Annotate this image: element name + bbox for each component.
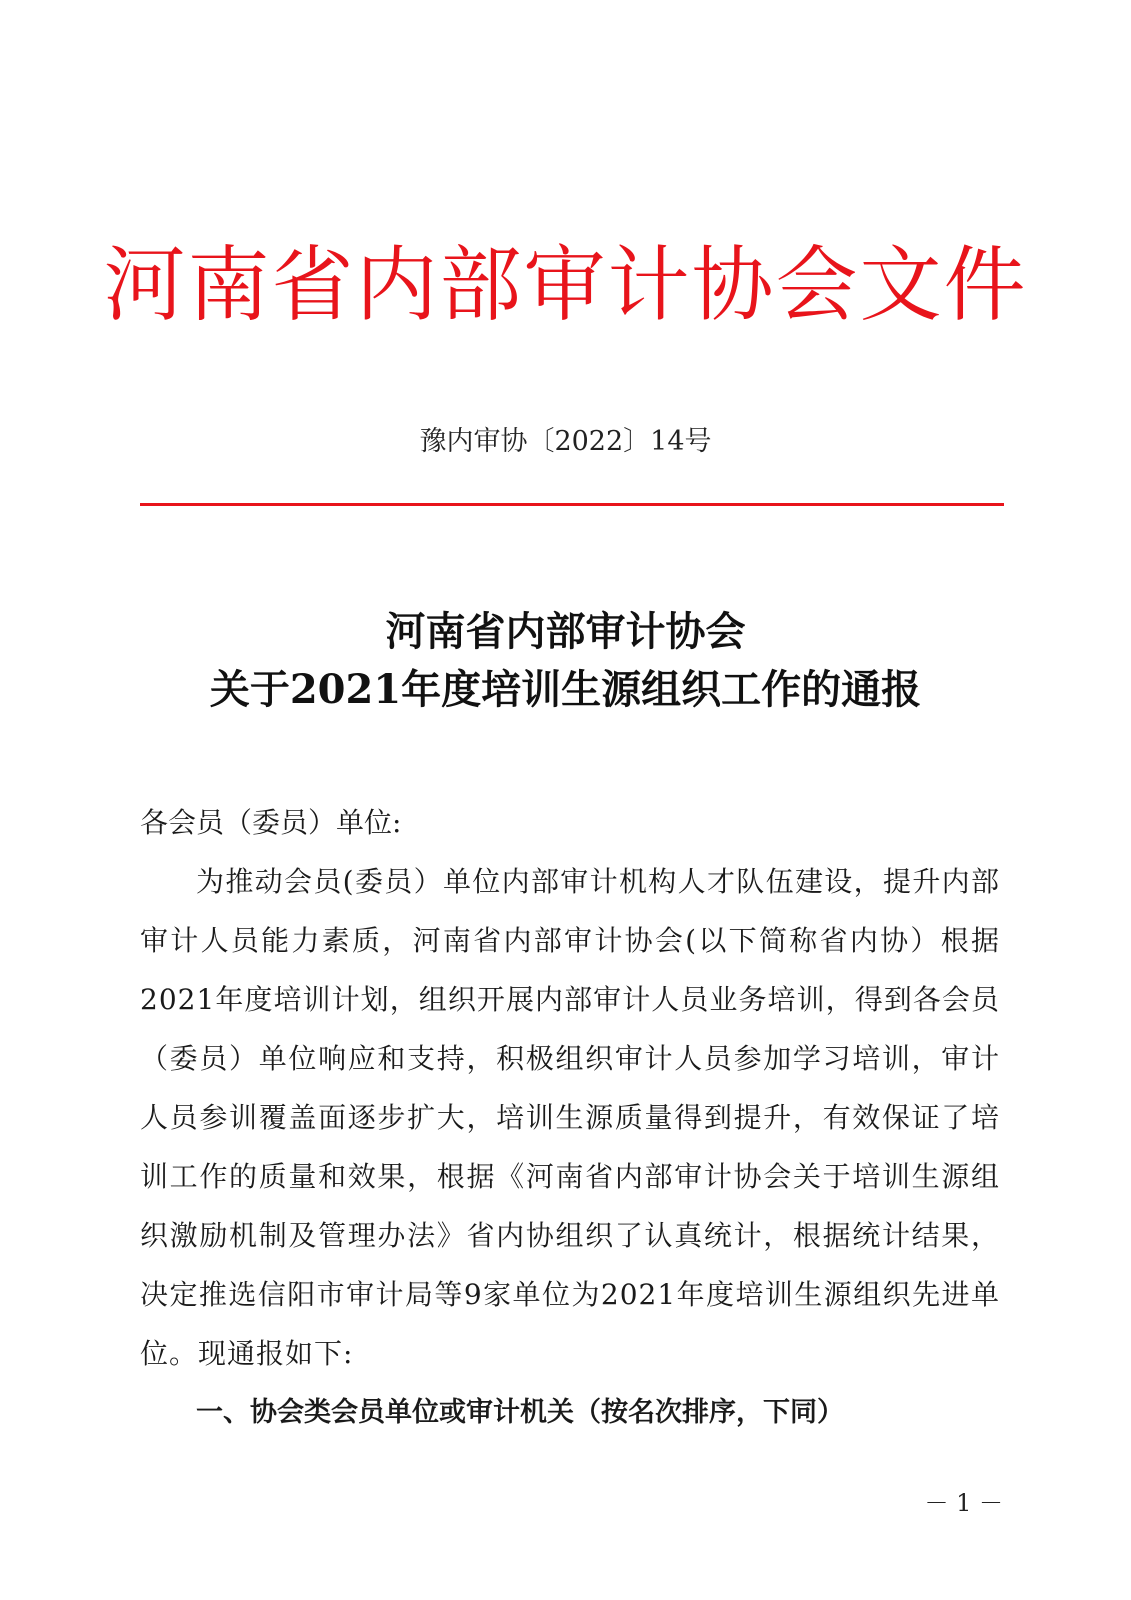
document-title xyxy=(0,603,1131,719)
document-number: 豫内审协〔2022〕14号 xyxy=(419,426,712,457)
document-body xyxy=(140,793,1000,1442)
title-line-1: 河南省内部审计协会 xyxy=(385,608,746,655)
body-paragraph: 为推动会员(委员）单位内部审计机构人才队伍建设，提升内部审计人员能力素质，河南省内部审计协会(以下简称省内协）根据2021年度培训计划，组织开展内部审计人员业务培训，得到各会员（委员）单位响应和支持，积极组织审计人员参加学习培训，审计人员参训覆盖面逐步扩大，培训生源质量得到提升，有效保证了培训工作的质量和效果，根据《河南省内部审计协会关于培训生源组织激励机制及管理办法》省内协组织了认真统计，根据统计结果，决定推选信阳市审计局等9家单位为2021年度培训生源组织先进单位。现通报如下: xyxy=(140,865,1000,1370)
section-heading: 一、协会类会员单位或审计机关（按名次排序，下同） xyxy=(196,1397,844,1428)
page-number: － 1 － xyxy=(924,1489,1003,1517)
masthead: 河南省内部审计协会文件 xyxy=(103,238,1028,333)
title-line-2: 关于2021年度培训生源组织工作的通报 xyxy=(209,666,922,713)
salutation: 各会员（委员）单位: xyxy=(140,806,402,839)
red-divider-line xyxy=(140,503,1004,506)
